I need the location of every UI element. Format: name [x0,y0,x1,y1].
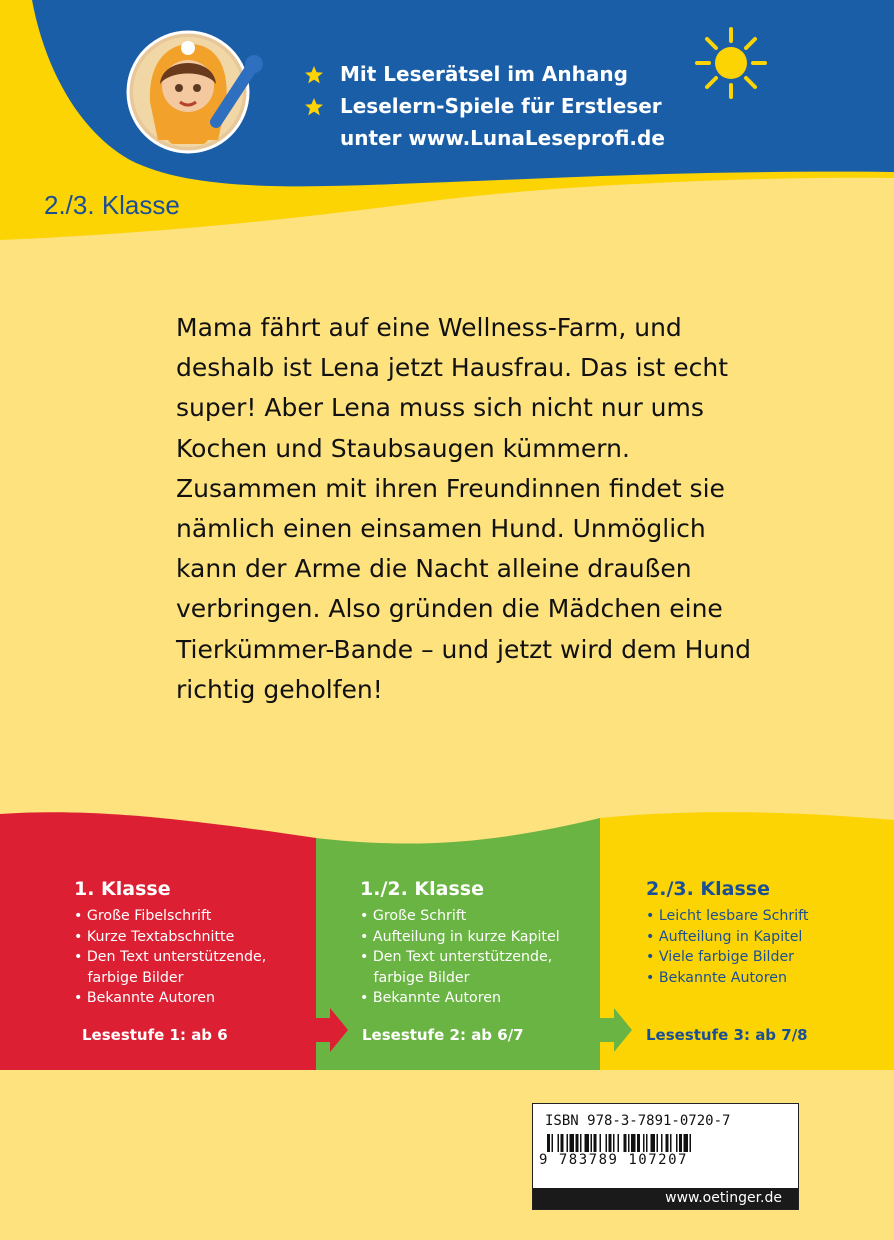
blurb-line: deshalb ist Lena jetzt Hausfrau. Das ist echt [176,353,729,383]
blurb-line: Kochen und Staubsaugen kümmern. [176,433,630,463]
sun-icon [697,29,765,97]
level-features [74,906,344,1009]
feature-list [300,58,665,154]
blurb-line: verbringen. Also gründen die Mädchen eine [176,594,723,624]
blurb-line: nämlich einen einsamen Hund. Unmöglich [176,514,706,544]
level-features [360,906,630,1009]
class-tag: 2./3. Klasse [44,190,180,220]
level-feature: • Bekannte Autoren [360,990,501,1006]
level-feature: • Den Text unterstützende, [74,949,267,965]
barcode-bar [600,1134,602,1152]
ean-digits: 9 783789 107207 [539,1152,688,1168]
barcode-bar [558,1134,560,1152]
level-features [646,906,894,988]
level-feature: • Aufteilung in Kapitel [646,928,803,945]
blurb-line: richtig geholfen! [176,674,383,704]
barcode-box [532,1103,799,1210]
level-feature: • Leicht lesbare Schrift [646,908,809,924]
blurb-line: Zusammen mit ihren Freundinnen findet sie [176,473,725,503]
barcode-bar [684,1134,689,1152]
publisher-url: www.oetinger.de [665,1190,782,1206]
barcode-bar [661,1134,663,1152]
feature-text: Leselern-Spiele für Erstleser [340,94,662,118]
star-icon [304,65,324,85]
blurb-line: super! Aber Lena muss sich nicht nur ums [176,393,704,423]
publisher-url-bar [533,1188,798,1209]
barcode-bar [679,1134,682,1152]
blurb-text [176,308,816,710]
level-feature: • Den Text unterstützende, [360,949,553,965]
barcode-bar [594,1134,597,1152]
level-feature: • Große Fibelschrift [74,908,212,924]
level-feature: • Viele farbige Bilder [646,949,795,965]
barcode-bar [580,1134,582,1152]
level-title: 2./3. Klasse [646,878,770,900]
feature-item [300,90,665,122]
blurb-line: kann der Arme die Nacht alleine draußen [176,554,692,584]
barcode-bar [666,1134,669,1152]
barcode-bar [552,1134,554,1152]
barcode-bar [651,1134,656,1152]
lesestufe-label: Lesestufe 1: ab 6 [82,1026,228,1044]
feature-text: Mit Leserätsel im Anhang [340,62,628,86]
level-feature: • Bekannte Autoren [646,969,787,986]
barcode-bar [618,1134,620,1152]
barcode-bar [570,1134,575,1152]
barcode-bar [576,1134,579,1152]
barcode-bar [591,1134,593,1152]
barcode-bar [637,1134,640,1152]
isbn-text: ISBN 978-3-7891-0720-7 [545,1113,731,1129]
level-feature: • Große Schrift [360,908,467,924]
reading-level-band [0,812,894,1070]
level-feature: • Kurze Textabschnitte [74,928,235,945]
barcode-bar [613,1134,615,1152]
barcode-bar [609,1134,612,1152]
barcode-bar [646,1134,648,1152]
barcode-bar [567,1134,569,1152]
lesestufe-label: Lesestufe 2: ab 6/7 [362,1026,524,1044]
barcode-bar [628,1134,630,1152]
barcode-bar [585,1134,590,1152]
barcode-bar [670,1134,672,1152]
level-feature: • Aufteilung in kurze Kapitel [360,928,560,945]
level-feature: • Bekannte Autoren [74,990,215,1006]
barcode-bar [657,1134,659,1152]
barcode-bar [643,1134,645,1152]
star-icon [304,97,324,117]
barcode-bar [624,1134,627,1152]
blurb-line: Tierkümmer-Bande – und jetzt wird dem Hund [176,634,751,664]
level-feature: farbige Bilder [74,969,184,986]
barcode-bar [606,1134,608,1152]
blurb-line: Mama fährt auf eine Wellness-Farm, und [176,313,682,342]
level-title: 1. Klasse [74,878,171,900]
barcode-bar [676,1134,678,1152]
barcode-bar [547,1134,550,1152]
feature-text: unter www.LunaLeseprofi.de [340,126,665,150]
feature-item [300,58,665,90]
level-2-column [360,876,630,1044]
barcode-bar [561,1134,564,1152]
level-3-column [646,876,894,1044]
level-1-column [74,876,344,1044]
barcode-bar [631,1134,636,1152]
feature-item [300,122,665,154]
level-title: 1./2. Klasse [360,878,484,900]
barcode-bar [690,1134,692,1152]
lesestufe-label: Lesestufe 3: ab 7/8 [646,1026,808,1044]
level-feature: farbige Bilder [360,969,470,986]
